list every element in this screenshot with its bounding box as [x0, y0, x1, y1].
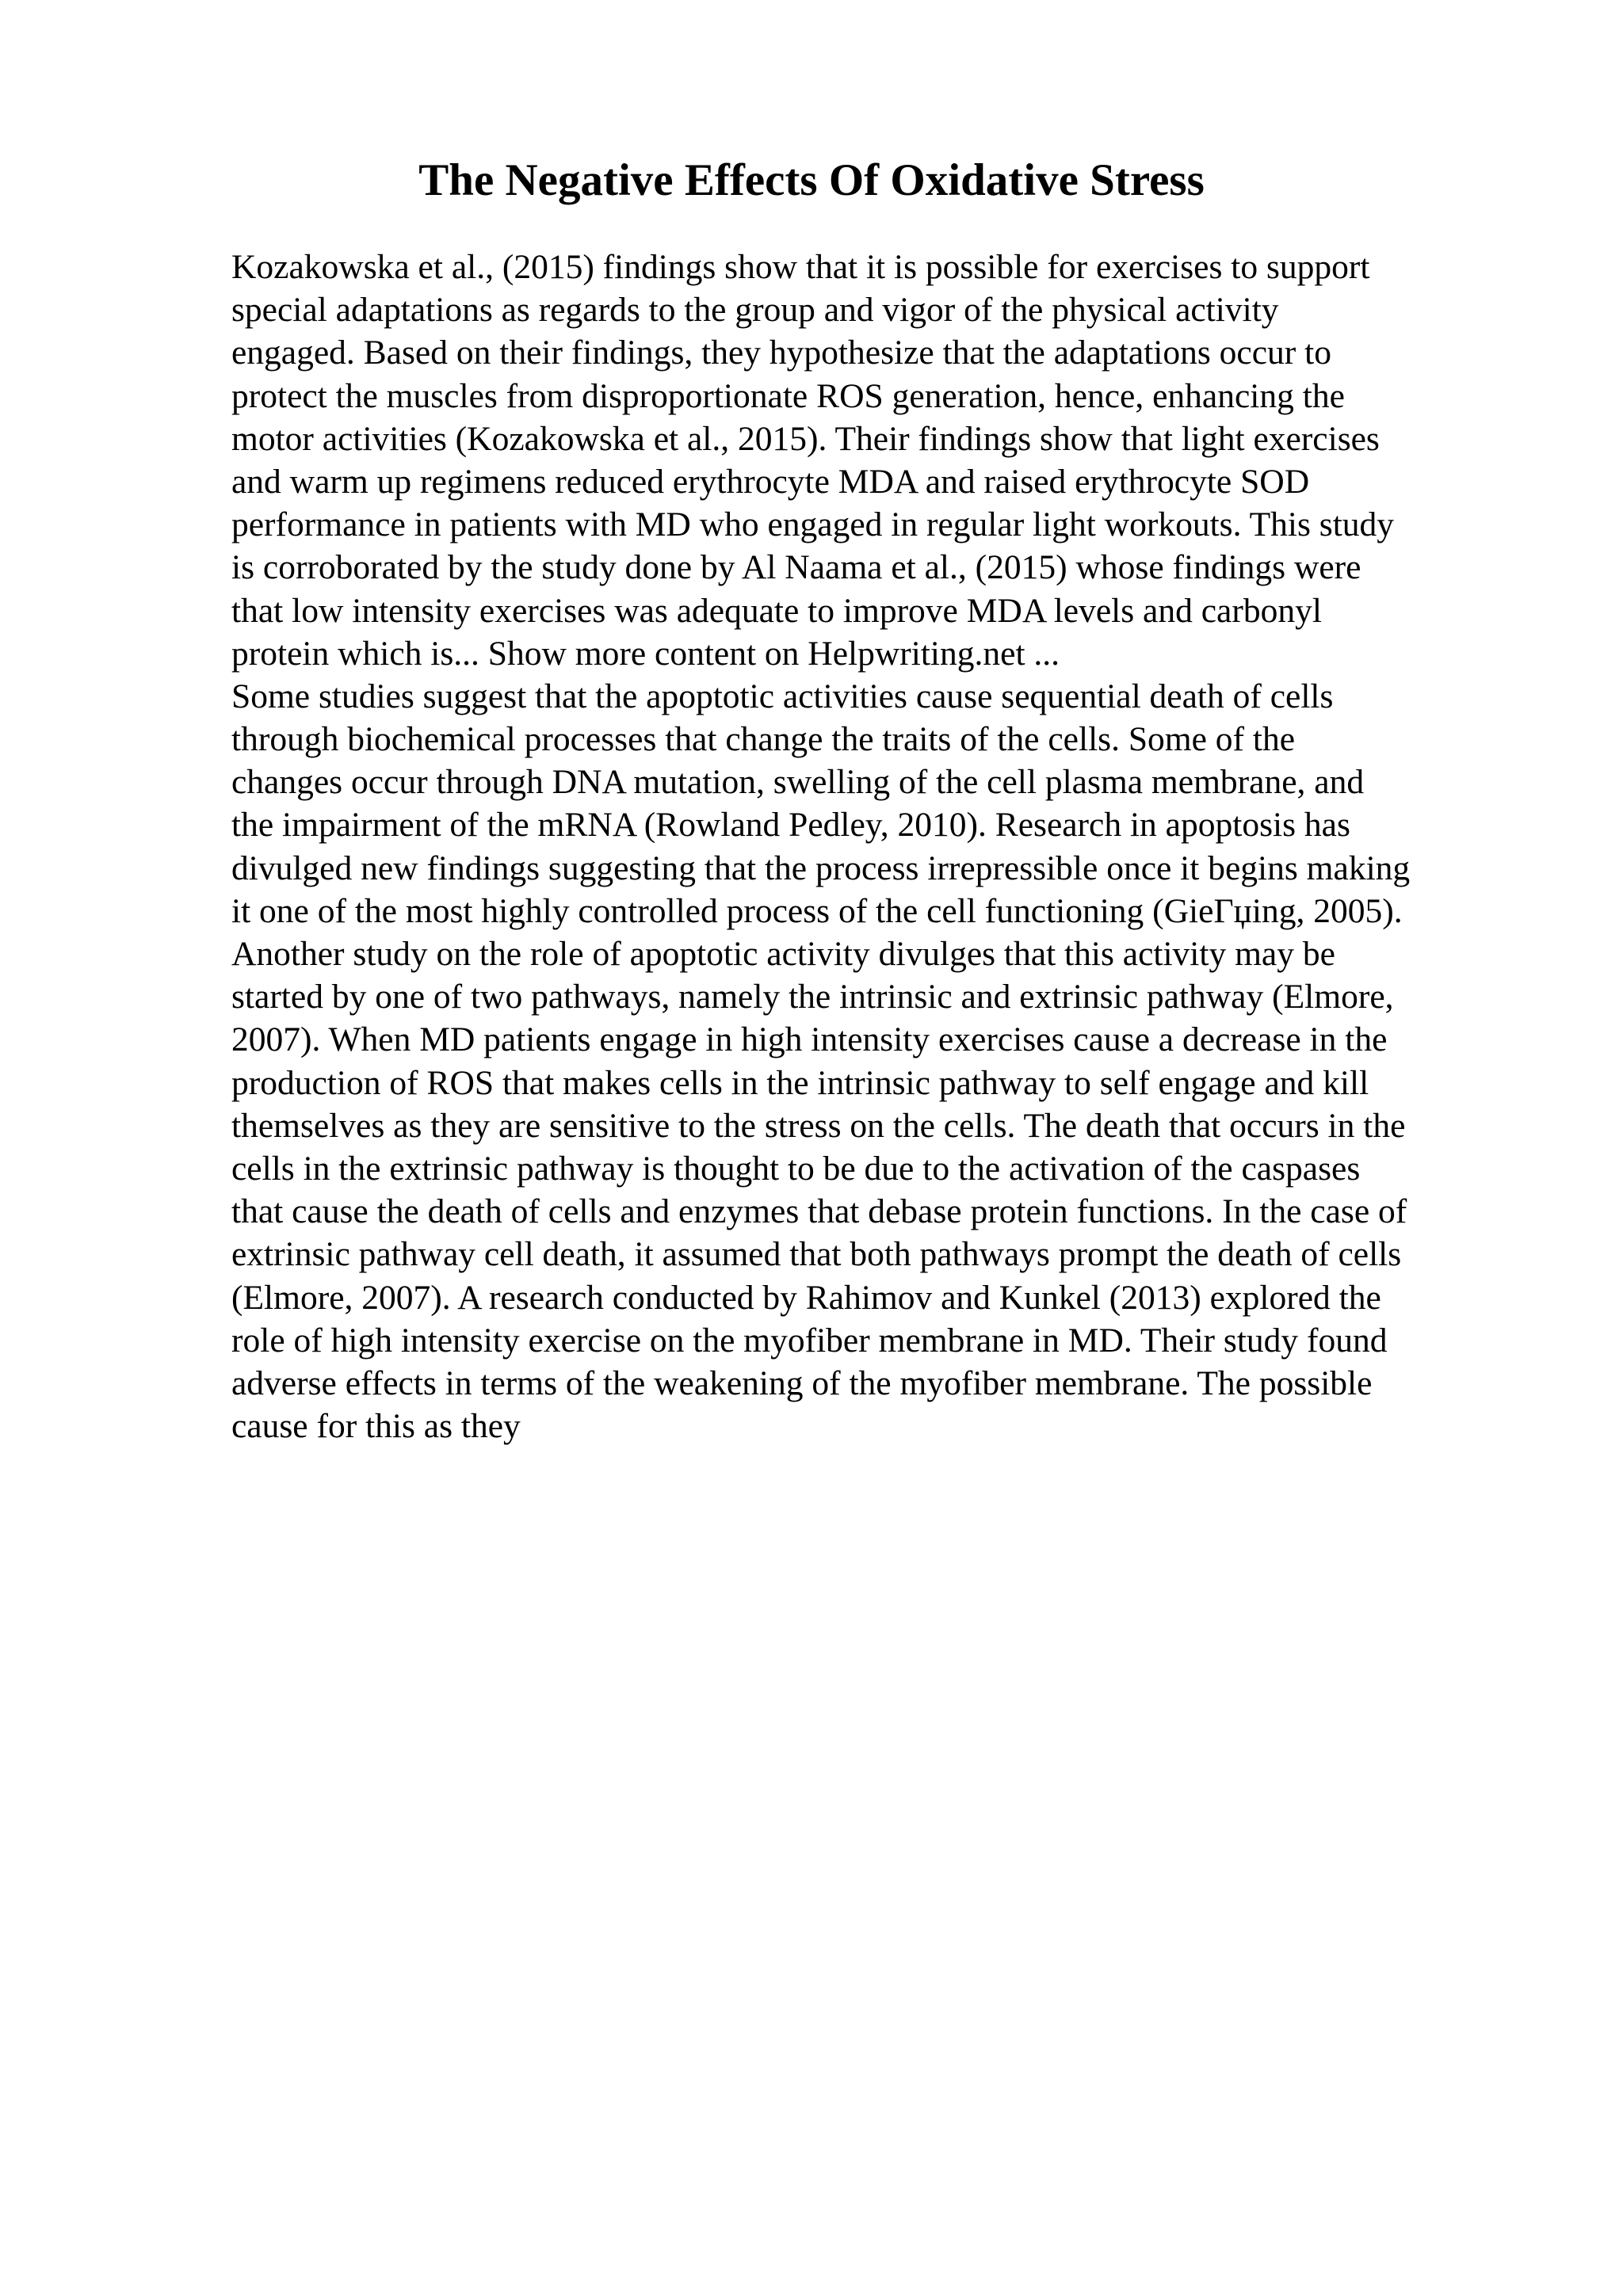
body-line: is corroborated by the study done by Al Naama et al., (2015) whose findings were [231, 548, 1361, 587]
body-line: engaged. Based on their findings, they hypothesize that the adaptations occur to [231, 334, 1331, 372]
body-line: performance in patients with MD who engaged in regular light workouts. This study [231, 505, 1395, 544]
body-line: protect the muscles from disproportionate ROS generation, hence, enhancing the [231, 376, 1345, 415]
document-body [231, 246, 1515, 1447]
body-line: protein which is... Show more content on Helpwriting.net ... [231, 634, 1060, 673]
body-line: cause for this as they [231, 1407, 521, 1446]
body-line: Kozakowska et al., (2015) findings show that it is possible for exercises to support [231, 248, 1370, 286]
body-line: that cause the death of cells and enzymes that debase protein functions. In the case of [231, 1192, 1407, 1231]
body-line: extrinsic pathway cell death, it assumed that both pathways prompt the death of cells [231, 1235, 1402, 1274]
body-line: and warm up regimens reduced erythrocyte MDA and raised erythrocyte SOD [231, 462, 1310, 501]
document-title: The Negative Effects Of Oxidative Stress [418, 155, 1205, 205]
body-line: 2007). When MD patients engage in high intensity exercises cause a decrease in the [231, 1020, 1388, 1059]
body-line: cells in the extrinsic pathway is thought to be due to the activation of the caspases [231, 1149, 1361, 1188]
body-line: (Elmore, 2007). A research conducted by Rahimov and Kunkel (2013) explored the [231, 1278, 1381, 1317]
body-line: started by one of two pathways, namely the intrinsic and extrinsic pathway (Elmore, [231, 978, 1394, 1016]
body-line: the impairment of the mRNA (Rowland Pedley, 2010). Research in apoptosis has [231, 806, 1350, 845]
body-line: it one of the most highly controlled process of the cell functioning (GieΓџing, 2005). [231, 891, 1403, 930]
body-line: changes occur through DNA mutation, swelling of the cell plasma membrane, and [231, 763, 1365, 802]
body-line: Another study on the role of apoptotic activity divulges that this activity may be [231, 935, 1335, 973]
body-line: that low intensity exercises was adequate to improve MDA levels and carbonyl [231, 591, 1322, 630]
body-line: special adaptations as regards to the group and vigor of the physical activity [231, 291, 1279, 330]
body-line: through biochemical processes that change the traits of the cells. Some of the [231, 720, 1296, 759]
body-line: divulged new findings suggesting that the process irrepressible once it begins making [231, 849, 1411, 887]
body-line: motor activities (Kozakowska et al., 2015). Their findings show that light exercises [231, 419, 1380, 458]
body-line: themselves as they are sensitive to the stress on the cells. The death that occurs in the [231, 1106, 1406, 1145]
body-line: Some studies suggest that the apoptotic activities cause sequential death of cells [231, 677, 1334, 715]
body-line: production of ROS that makes cells in the intrinsic pathway to self engage and kill [231, 1063, 1369, 1102]
body-line: role of high intensity exercise on the myofiber membrane in MD. Their study found [231, 1321, 1388, 1360]
body-line: adverse effects in terms of the weakening of the myofiber membrane. The possible [231, 1363, 1373, 1402]
